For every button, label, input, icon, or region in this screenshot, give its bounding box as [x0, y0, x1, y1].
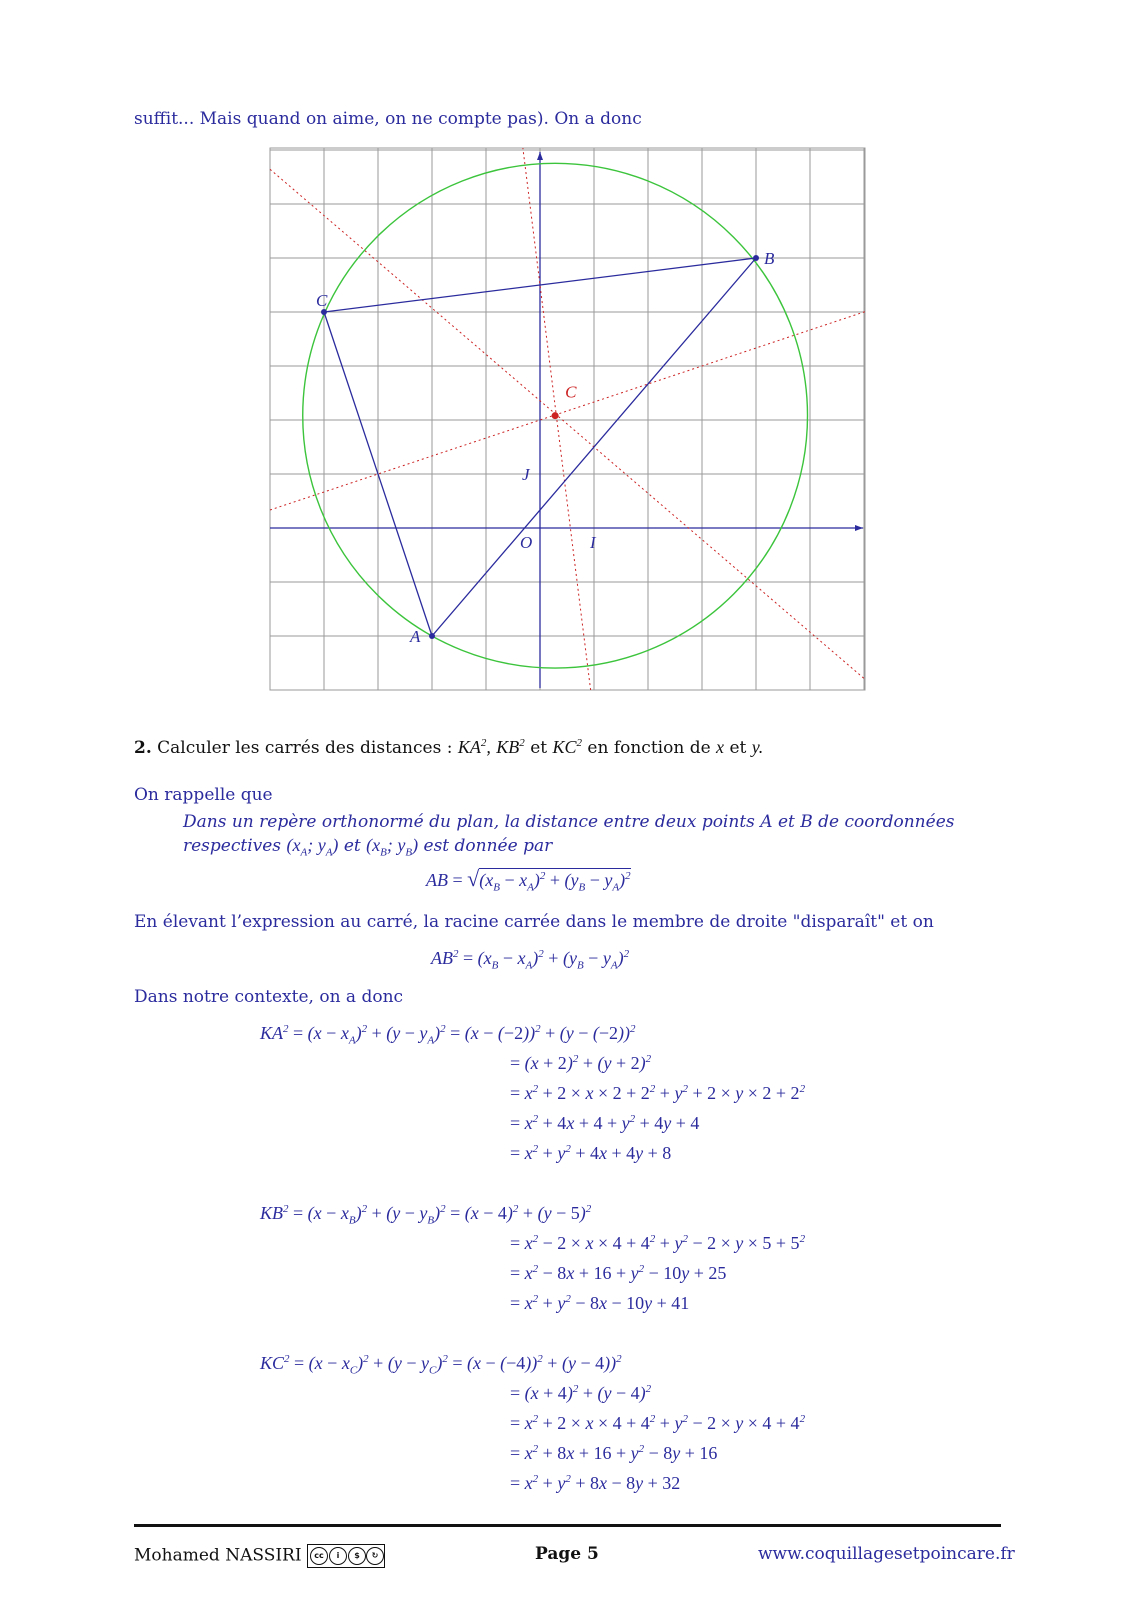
bisector-line [270, 312, 865, 510]
question-and-2: et [729, 738, 747, 758]
kc2-line-5: = $x^2 + y^2 + 8x - 8y + 32$ [510, 1473, 681, 1493]
question-and: et [530, 738, 548, 758]
question-kb2: $KB^2$ [496, 737, 525, 757]
question-kc2: $KC^2$ [552, 737, 583, 757]
x-axis-arrow [855, 525, 863, 531]
kb2-line-3: = $x^2 - 8x + 16 + y^2 - 10y + 25$ [510, 1263, 727, 1283]
ka2-line-3: = $x^2 + 2 \times x \times 2 + 2^2 + y^2 + 2 \times y \times 2 + 2^2$ [510, 1083, 806, 1103]
footer-page: Page 5 [535, 1544, 599, 1564]
question-ka2: $KA^2$, [457, 737, 491, 757]
ka2-line-1: $KA^2 = (x - x_A)^2 + (y - y_A)^2 = (x - (-2))^2 + (y - (-2))^2$ [260, 1023, 636, 1047]
label-a: A [410, 627, 421, 646]
y-axis-arrow [537, 152, 543, 160]
label-c: C [316, 291, 328, 310]
question-text-after: en fonction de [587, 738, 711, 758]
cc-license-icon: cc i $ ↻ [307, 1544, 385, 1568]
label-b: B [764, 249, 775, 268]
kc2-line-3: = $x^2 + 2 \times x \times 4 + 4^2 + y^2 - 2 \times y \times 4 + 4^2$ [510, 1413, 806, 1433]
recall-intro: On rappelle que [134, 785, 273, 805]
geometry-figure [250, 140, 870, 700]
point-a [429, 633, 435, 639]
squared-distance-formula: $AB^2 = (x_B - x_A)^2 + (y_B - y_A)^2$ [431, 948, 630, 972]
question-2 [134, 737, 763, 758]
bisector-line [523, 148, 591, 690]
theorem-line-2: respectives ($x_A$; $y_A$) et ($x_B$; $y_B$) est donnée par [183, 835, 553, 859]
label-i: I [590, 533, 596, 552]
ka2-line-4: = $x^2 + 4x + 4 + y^2 + 4y + 4$ [510, 1113, 700, 1133]
kc2-line-1: $KC^2 = (x - x_C)^2 + (y - y_C)^2 = (x - (-4))^2 + (y - 4))^2$ [260, 1353, 622, 1377]
context-sentence: Dans notre contexte, on a donc [134, 987, 404, 1007]
kb2-line-2: = $x^2 - 2 \times x \times 4 + 4^2 + y^2 - 2 \times y \times 5 + 5^2$ [510, 1233, 806, 1253]
distance-formula: AB = $√(x_B - x_A)^2 + (y_B - y_A)^2$ [426, 866, 631, 894]
intro-line: suffit... Mais quand on aime, on ne compte pas). On a donc [134, 109, 642, 129]
question-text-before: Calculer les carrés des distances : [157, 738, 453, 758]
kc2-line-2: = $(x + 4)^2 + (y - 4)^2$ [510, 1383, 652, 1403]
kb2-line-1: $KB^2 = (x - x_B)^2 + (y - y_B)^2 = (x - 4)^2 + (y - 5)^2$ [260, 1203, 592, 1227]
point-b [753, 255, 759, 261]
ka2-line-5: = $x^2 + y^2 + 4x + 4y + 8$ [510, 1143, 672, 1163]
footer-rule [134, 1524, 1001, 1527]
footer-author-block [134, 1544, 385, 1568]
question-number: 2. [134, 738, 152, 758]
square-sentence: En élevant l’expression au carré, la racine carrée dans le membre de droite "disparaît" et on [134, 912, 934, 932]
bisector-line [270, 169, 865, 679]
footer-author: Mohamed NASSIRI [134, 1545, 302, 1566]
kb2-line-4: = $x^2 + y^2 - 8x - 10y + 41$ [510, 1293, 690, 1313]
label-o: O [520, 533, 533, 552]
question-x: x [716, 737, 725, 757]
ka2-line-2: = $(x + 2)^2 + (y + 2)^2$ [510, 1053, 652, 1073]
question-y: y. [751, 737, 764, 757]
label-center: C [565, 382, 577, 402]
figure-labels [316, 249, 775, 646]
label-j: J [522, 465, 530, 484]
footer-website[interactable]: www.coquillagesetpoincare.fr [758, 1544, 1015, 1564]
kc2-line-4: = $x^2 + 8x + 16 + y^2 - 8y + 16$ [510, 1443, 718, 1463]
point-center [552, 412, 559, 419]
theorem-line-1: Dans un repère orthonormé du plan, la distance entre deux points A et B de coordonnées [183, 812, 955, 832]
